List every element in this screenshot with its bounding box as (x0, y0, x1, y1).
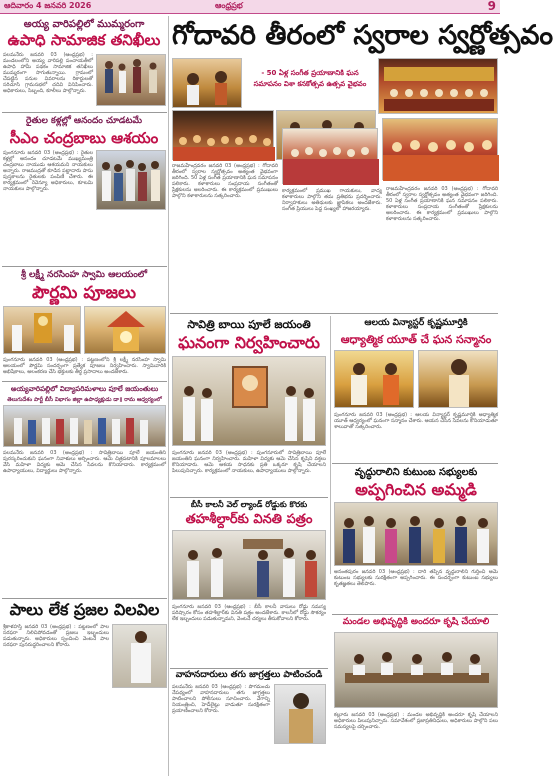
divider (332, 614, 498, 615)
story2-headline: సీఎం చంద్రబాబు ఆశయం (9, 129, 159, 147)
vehicles-headline: వాహనదారులు తగు జాగ్రత్తలు పాటించండి (175, 670, 323, 680)
bc-colony-headline: తహశీల్దార్‌కు వినతి పత్రం (185, 512, 313, 527)
bc-colony-body: పుంగనూరు జనవరి 03 (ఆంధ్రప్రభ) : బీసీ కాలనీ వాసులు రోడ్డు సమస్య పరిష్కారం కోసం తహశీల్దార్‌కు వినతి పత్రం అందజేశారు. కాలనీలో రోడ్డు సౌకర్యం లేక ఇబ్బందులు పడుతున్నామని, వెంటనే చర్యలు తీసుకోవాలని కోరారు. (172, 604, 326, 622)
savitri-kicker: సావిత్రి బాయి పూలే జయంతి (187, 318, 311, 331)
lead-photo-stage (378, 58, 498, 114)
story4-kicker: అయ్యవారిపల్లిలో విద్యాపరిమళాలు పూలే జయంతులు (10, 385, 159, 393)
elderly-photo (334, 502, 498, 566)
story4-photo (3, 405, 166, 447)
annaswamy-photo-left (334, 350, 414, 408)
story3-photo-left (3, 306, 81, 354)
story2-photo (96, 150, 166, 210)
savitri-photo (172, 356, 326, 446)
divider (170, 313, 498, 314)
annaswamy-body: పుంగనూరు జనవరి 03 (ఆంధ్రప్రభ) : ఆలయ విన్యాస్టర్ కృష్ణమూర్తికి ఆధ్యాత్మిక యూత్ ఆధ్వర్యంలో ఘనంగా సన్మానం చేశారు. ఆయన చేసిన సేవలను కొనియాడుతూ శాలువాతో సత్కరించారు. (334, 412, 498, 430)
story2-kicker: రైతుల కళ్లల్లో ఆనందం చూడటమే (26, 116, 142, 126)
lead-photo-audience (282, 128, 378, 184)
lead-sub1: - 50 ఏళ్ల సంగీత ప్రయాణానికి ఘన (261, 69, 359, 77)
lead-photo-crowd (172, 110, 274, 160)
annaswamy-kicker: ఆలయ విన్యాస్టర్ కృష్ణమూర్తికి (364, 318, 468, 328)
story2-body: పుంగనూరు జనవరి 03 (ఆంధ్రప్రభ) : రైతుల కళ్లల్లో ఆనందం చూడటమే ముఖ్యమంత్రి చంద్రబాబు నాయుడు ఆశయమని నాయకులు అన్నారు. రాజముద్రతో కూడిన పట్టాదారు పాసు పుస్తకాలను రైతులకు పంపిణీ చేశారు. ఈ కార్యక్రమంలో రెవెన్యూ అధికారులు, కూటమి నాయకులు పాల్గొన్నారు. (3, 150, 93, 192)
annaswamy-headline: ఆధ్యాత్మిక యూత్ చే ఘన సన్మానం (340, 333, 492, 346)
column-divider (168, 16, 169, 776)
story4-body: పలమనేరు జనవరి 03 (ఆంధ్రప్రభ) : సావిత్రిబాయి పూలే జయంతిని పురస్కరించుకుని ఘనంగా నివాళులు అర్పించారు. ఆమె చిత్రపటానికి పూలమాలలు వేసి మహిళా విద్యకు ఆమె చేసిన సేవలను కొనియాడారు. కార్యక్రమంలో ఉపాధ్యాయులు, విద్యార్థులు పాల్గొన్నారు. (3, 450, 166, 474)
annaswamy-photo-right (418, 350, 498, 408)
divider (332, 463, 498, 464)
story5-headline: పాలు లేక ప్రజల విలవిల (9, 600, 160, 619)
lead-photo-event (382, 118, 498, 180)
story1-body: పలమనేరు జనవరి 03 (ఆంధ్రప్రభ) : మండలంలోని అయ్య వారిపల్లి పంచాయతీలో ఉపాధి హామీ పథకం సామాజిక తనిఖీలు ముమ్మరంగా సాగుతున్నాయి. గ్రామంలో చేపట్టిన పనుల వివరాలను రికార్డులతో సరిచూసి గ్రామసభలో చదివి వినిపించారు. అధికారులు, సిబ్బంది, కూలీలు పాల్గొన్నారు. (3, 52, 93, 94)
savitri-headline: ఘనంగా నిర్వహించారు (178, 333, 320, 352)
divider (2, 112, 167, 113)
story3-kicker: శ్రీ లక్ష్మీ నరసింహ స్వామి ఆలయంలో (20, 270, 148, 280)
lead-photo-left (172, 58, 242, 108)
story3-body: పుంగనూరు జనవరి 03 (ఆంధ్రప్రభ) : పట్టణంలోని శ్రీ లక్ష్మీ నరసింహ స్వామి ఆలయంలో పౌర్ణమి సందర్భంగా ప్రత్యేక పూజలు నిర్వహించారు. స్వామివారికి అభిషేకాలు, అలంకరణ చేసి భక్తులకు తీర్థ ప్రసాదాలు అందజేశారు. (3, 357, 166, 375)
lead-body-2: కార్యక్రమంలో ప్రముఖ గాయకులు, వాద్య కళాకారులు పాల్గొని తమ ప్రతిభను ప్రదర్శించారు. నిర్వాహకులు అతిథులకు జ్ఞాపికలు అందజేశారు. సంగీత ప్రియులు పెద్ద సంఖ్యలో హాజరయ్యారు. (282, 188, 382, 212)
divider (170, 668, 328, 669)
bc-colony-kicker: బీసీ కాలనీ వెల్ ల్యాండ్ రోడ్డుకు కొరకు (190, 500, 308, 509)
divider (2, 381, 167, 382)
lead-headline: గోదావరి తీరంలో స్వరాల స్వర్ణోత్సవం (172, 20, 553, 51)
elderly-kicker: వృద్ధురాలిని కుటుంబ సభ్యులకు (354, 467, 478, 478)
vehicles-photo (274, 684, 326, 744)
mandal-headline: మండల అభివృద్ధికి అందరూ కృషి చేయాలి (342, 617, 490, 627)
divider (2, 598, 167, 599)
story3-headline: పౌర్ణమి పూజలు (32, 283, 136, 303)
divider (170, 497, 328, 498)
divider (2, 266, 167, 267)
story5-photo (112, 624, 167, 688)
elderly-body: అనంతపురం జనవరి 03 (ఆంధ్రప్రభ) : దారి తప్పిన వృద్ధురాలిని గుర్తించి ఆమె కుటుంబ సభ్యులకు సురక్షితంగా అప్పగించారు. ఈ సందర్భంగా కుటుంబ సభ్యులు కృతజ్ఞతలు తెలిపారు. (334, 569, 498, 587)
elderly-headline: అప్పగించిన అమ్మడి (355, 480, 477, 499)
column-divider (330, 316, 331, 574)
story1-headline: ఉపాధి సామాజిక తనిఖీలు (7, 31, 161, 49)
bc-colony-photo (172, 530, 326, 600)
lead-body-3: రాజమహేంద్రవరం జనవరి 03 (ఆంధ్రప్రభ) : గోదావరి తీరంలో స్వరాల స్వర్ణోత్సవం అత్యంత వైభవంగా జరిగింది. 50 ఏళ్ల సంగీత ప్రయాణానికి ఘన సమాపనం పలికారు. కళాకారులు సంప్రదాయ సంగీతంతో ప్రేక్షకులను అలరించారు. ఈ కార్యక్రమంలో ప్రముఖులు పాల్గొని కళాకారులను సత్కరించారు. (386, 186, 498, 222)
masthead (0, 0, 500, 14)
lead-body-1: రాజమహేంద్రవరం జనవరి 03 (ఆంధ్రప్రభ) : గోదావరి తీరంలో స్వరాల స్వర్ణోత్సవం అత్యంత వైభవంగా జరిగింది. 50 ఏళ్ల సంగీత ప్రయాణానికి ఘన సమాపనం పలికారు. కళాకారులు సంప్రదాయ సంగీతంతో ప్రేక్షకులను అలరించారు. ఈ కార్యక్రమంలో ప్రముఖులు పాల్గొని కళాకారులను సత్కరించారు. (172, 163, 278, 199)
lead-sub2: సమాపనం విశా కనకోత్సవ ఉత్సవ వైభవం (253, 80, 367, 88)
story5-body: శ్రీకాళహస్తి జనవరి 03 (ఆంధ్రప్రభ) : పట్టణంలో పాల సరఫరా నిలిచిపోవడంతో ప్రజలు ఇబ్బందులు పడుతున్నారు. అధికారులు స్పందించి వెంటనే పాల సరఫరా పునరుద్ధరించాలని కోరారు. (3, 624, 109, 648)
story4-subhead: తెలుగుదేశం పార్టీ బీసీ విభాగం జిల్లా ఉపాధ్యక్షుడు డా॥ రామ ఆధ్వర్యంలో (7, 397, 162, 403)
masthead-paper-name: ఆంధ్రప్రభ (215, 1, 243, 10)
mandal-photo (334, 632, 498, 708)
story1-photo (96, 54, 166, 106)
story3-photo-right (84, 306, 166, 354)
vehicles-body: పలమనేరు జనవరి 03 (ఆంధ్రప్రభ) : పొగమంచు నేపథ్యంలో వాహనదారులు తగు జాగ్రత్తలు పాటించాలని పోలీసులు సూచించారు. వేగాన్ని నియంత్రించి, హెడ్‌లైట్లు వాడుతూ సురక్షితంగా ప్రయాణించాలని కోరారు. (172, 684, 270, 714)
story1-kicker: అయ్య వారిపల్లిలో ముమ్మరంగా (23, 19, 145, 30)
mandal-body: కల్లూరు జనవరి 03 (ఆంధ్రప్రభ) : మండల అభివృద్ధికి అందరూ కృషి చేయాలని అధికారులు పిలుపునిచ్చారు. సమావేశంలో ప్రజాప్రతినిధులు, అధికారులు పాల్గొని పలు సమస్యలపై చర్చించారు. (334, 712, 498, 730)
masthead-date: ఆదివారం 4 జనవరి 2026 (4, 1, 92, 10)
savitri-body: పుంగనూరు జనవరి 03 (ఆంధ్రప్రభ) : పుంగనూరులో సావిత్రిబాయి పూలే జయంతిని ఘనంగా నిర్వహించారు. మహిళా విద్యకు ఆమె చేసిన కృషిని వక్తలు కొనియాడారు. ఆమె ఆశయ సాధనకు ప్రతి ఒక్కరూ కృషి చేయాలని పిలుపునిచ్చారు. కార్యక్రమంలో నాయకులు, ఉపాధ్యాయులు పాల్గొన్నారు. (172, 450, 326, 474)
page-number: 9 (487, 0, 496, 13)
